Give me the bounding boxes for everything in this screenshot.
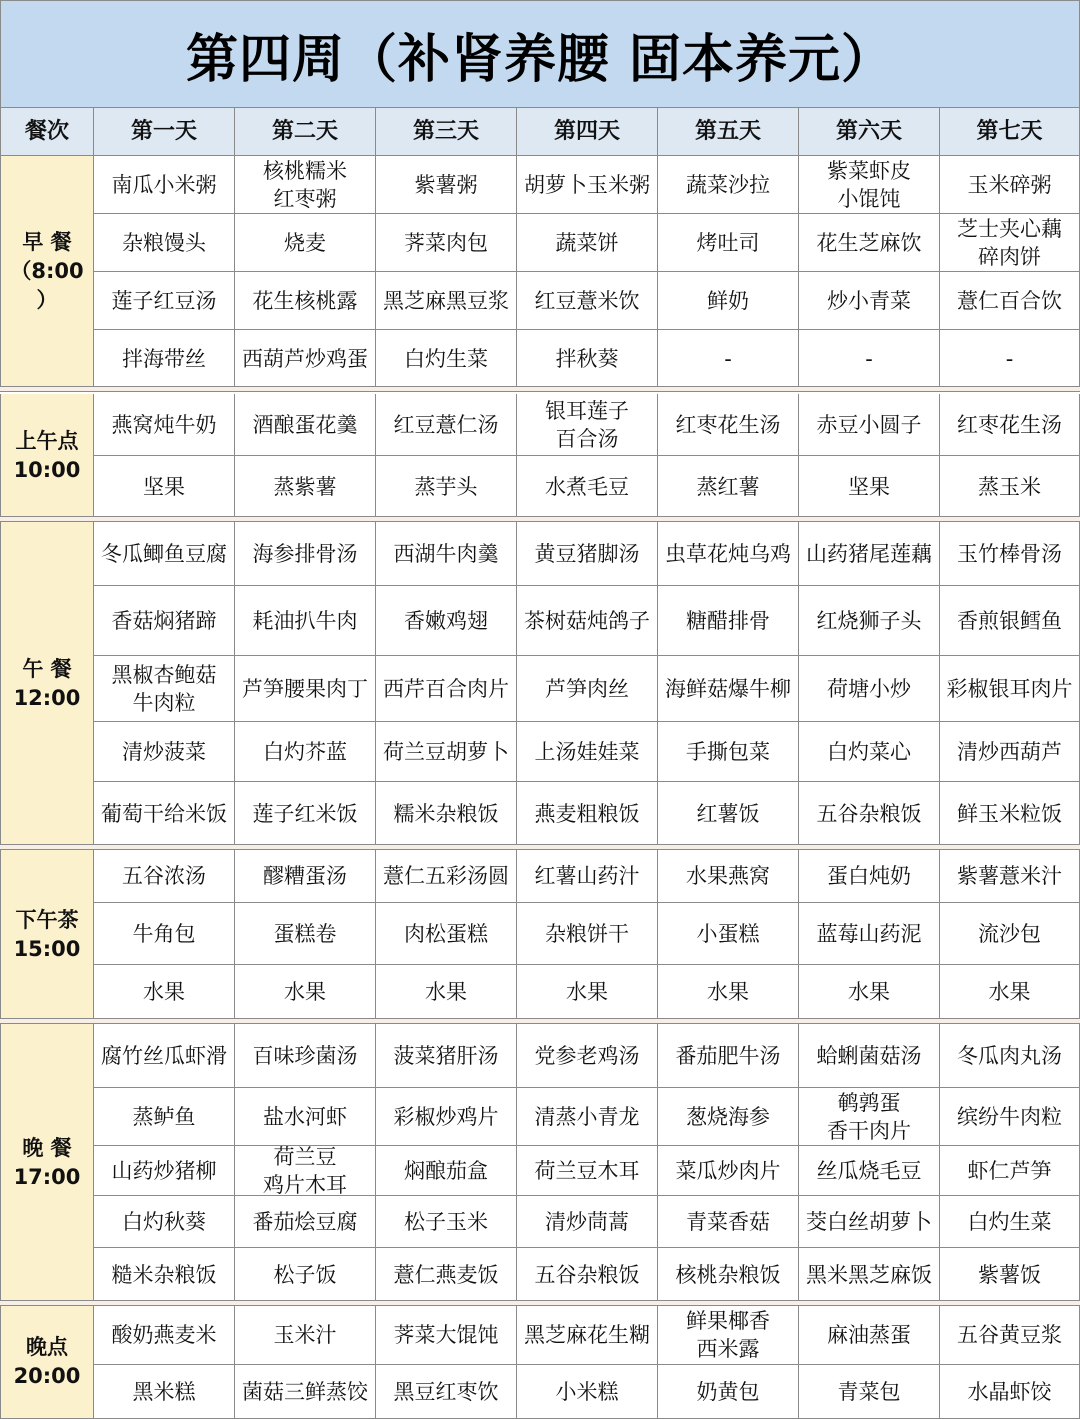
dish-cell: 盐水河虾: [235, 1088, 376, 1146]
dish-cell: 缤纷牛肉粒: [940, 1088, 1080, 1146]
dish-cell: 牛角包: [94, 903, 235, 965]
meal-label: 晚 餐 17:00: [0, 1024, 94, 1302]
dish-cell: 番茄烩豆腐: [235, 1196, 376, 1248]
dish-cell: 核桃糯米 红枣粥: [235, 156, 376, 214]
dish-cell: 番茄肥牛汤: [658, 1024, 799, 1088]
dish-cell: 坚果: [94, 456, 235, 518]
dish-cell: 香嫩鸡翅: [376, 586, 517, 656]
dish-cell: 清炒菠菜: [94, 722, 235, 782]
dish-cell: 五谷浓汤: [94, 850, 235, 903]
dish-cell: 水果: [799, 965, 940, 1020]
dish-cell: 紫菜虾皮 小馄饨: [799, 156, 940, 214]
dish-cell: -: [799, 330, 940, 388]
dish-cell: 蔬菜饼: [517, 214, 658, 272]
dish-cell: 党参老鸡汤: [517, 1024, 658, 1088]
dish-cell: 薏仁百合饮: [940, 272, 1080, 330]
dish-cell: 白灼秋葵: [94, 1196, 235, 1248]
header-day-3: 第三天: [376, 108, 517, 156]
dish-cell: 蛋白炖奶: [799, 850, 940, 903]
dish-cell: 焖酿茄盒: [376, 1146, 517, 1196]
dish-cell: 荷塘小炒: [799, 656, 940, 722]
dish-cell: 青菜包: [799, 1365, 940, 1419]
dish-cell: 红豆薏仁汤: [376, 394, 517, 456]
dish-cell: 虾仁芦笋: [940, 1146, 1080, 1196]
header-day-1: 第一天: [94, 108, 235, 156]
dish-cell: 水果: [517, 965, 658, 1020]
dish-cell: 蛤蜊菌菇汤: [799, 1024, 940, 1088]
dish-cell: 紫薯粥: [376, 156, 517, 214]
dish-cell: 蒸红薯: [658, 456, 799, 518]
dish-cell: 荠菜肉包: [376, 214, 517, 272]
dish-cell: 玉米汁: [235, 1306, 376, 1365]
dish-cell: 水晶虾饺: [940, 1365, 1080, 1419]
dish-cell: 水果: [235, 965, 376, 1020]
dish-cell: 酸奶燕麦米: [94, 1306, 235, 1365]
header-day-4: 第四天: [517, 108, 658, 156]
dish-cell: 南瓜小米粥: [94, 156, 235, 214]
dish-cell: 白灼生菜: [940, 1196, 1080, 1248]
dish-cell: 烤吐司: [658, 214, 799, 272]
dish-cell: 水果: [94, 965, 235, 1020]
dish-cell: 虫草花炖乌鸡: [658, 522, 799, 586]
dish-cell: 核桃杂粮饭: [658, 1248, 799, 1302]
dish-cell: 蒸鲈鱼: [94, 1088, 235, 1146]
dish-cell: 芦笋肉丝: [517, 656, 658, 722]
dish-cell: 荷兰豆胡萝卜: [376, 722, 517, 782]
dish-cell: 花生核桃露: [235, 272, 376, 330]
dish-cell: 白灼芥蓝: [235, 722, 376, 782]
dish-cell: 清炒西葫芦: [940, 722, 1080, 782]
dish-cell: 银耳莲子 百合汤: [517, 394, 658, 456]
dish-cell: 青菜香菇: [658, 1196, 799, 1248]
dish-cell: 小米糕: [517, 1365, 658, 1419]
dish-cell: 彩椒炒鸡片: [376, 1088, 517, 1146]
dish-cell: 五谷杂粮饭: [517, 1248, 658, 1302]
dish-cell: 西湖牛肉羹: [376, 522, 517, 586]
dish-cell: 茭白丝胡萝卜: [799, 1196, 940, 1248]
dish-cell: 耗油扒牛肉: [235, 586, 376, 656]
dish-cell: 黑芝麻花生糊: [517, 1306, 658, 1365]
dish-cell: 海参排骨汤: [235, 522, 376, 586]
dish-cell: 糖醋排骨: [658, 586, 799, 656]
dish-cell: 烧麦: [235, 214, 376, 272]
dish-cell: 炒小青菜: [799, 272, 940, 330]
dish-cell: 海鲜菇爆牛柳: [658, 656, 799, 722]
dish-cell: 清炒茼蒿: [517, 1196, 658, 1248]
dish-cell: 蔬菜沙拉: [658, 156, 799, 214]
dish-cell: 葱烧海参: [658, 1088, 799, 1146]
dish-cell: 蒸紫薯: [235, 456, 376, 518]
dish-cell: 五谷黄豆浆: [940, 1306, 1080, 1365]
dish-cell: 西芹百合肉片: [376, 656, 517, 722]
dish-cell: 杂粮饼干: [517, 903, 658, 965]
dish-cell: 黑米糕: [94, 1365, 235, 1419]
dish-cell: 燕麦粗粮饭: [517, 782, 658, 846]
dish-cell: 蓝莓山药泥: [799, 903, 940, 965]
dish-cell: 冬瓜鲫鱼豆腐: [94, 522, 235, 586]
dish-cell: 腐竹丝瓜虾滑: [94, 1024, 235, 1088]
dish-cell: 香煎银鳕鱼: [940, 586, 1080, 656]
dish-cell: 糙米杂粮饭: [94, 1248, 235, 1302]
header-day-5: 第五天: [658, 108, 799, 156]
dish-cell: 白灼生菜: [376, 330, 517, 388]
dish-cell: 花生芝麻饮: [799, 214, 940, 272]
meal-label: 晚点 20:00: [0, 1306, 94, 1419]
dish-cell: 流沙包: [940, 903, 1080, 965]
dish-cell: 鲜玉米粒饭: [940, 782, 1080, 846]
dish-cell: 蛋糕卷: [235, 903, 376, 965]
dish-cell: 茶树菇炖鸽子: [517, 586, 658, 656]
dish-cell: 红薯山药汁: [517, 850, 658, 903]
dish-cell: 清蒸小青龙: [517, 1088, 658, 1146]
dish-cell: 山药猪尾莲藕: [799, 522, 940, 586]
dish-cell: 麻油蒸蛋: [799, 1306, 940, 1365]
dish-cell: 菠菜猪肝汤: [376, 1024, 517, 1088]
dish-cell: 松子玉米: [376, 1196, 517, 1248]
dish-cell: 红枣花生汤: [658, 394, 799, 456]
dish-cell: 冬瓜肉丸汤: [940, 1024, 1080, 1088]
dish-cell: 山药炒猪柳: [94, 1146, 235, 1196]
dish-cell: 胡萝卜玉米粥: [517, 156, 658, 214]
dish-cell: 红烧狮子头: [799, 586, 940, 656]
dish-cell: 水果燕窝: [658, 850, 799, 903]
meal-label: 下午茶 15:00: [0, 850, 94, 1020]
dish-cell: 香菇焖猪蹄: [94, 586, 235, 656]
meal-label: 早 餐 （8:00 ）: [0, 156, 94, 388]
dish-cell: 糯米杂粮饭: [376, 782, 517, 846]
dish-cell: -: [658, 330, 799, 388]
meal-label: 午 餐 12:00: [0, 522, 94, 846]
dish-cell: 黄豆猪脚汤: [517, 522, 658, 586]
header-day-7: 第七天: [940, 108, 1080, 156]
dish-cell: 红豆薏米饮: [517, 272, 658, 330]
dish-cell: 杂粮馒头: [94, 214, 235, 272]
dish-cell: 葡萄干给米饭: [94, 782, 235, 846]
dish-cell: 奶黄包: [658, 1365, 799, 1419]
dish-cell: 红薯饭: [658, 782, 799, 846]
dish-cell: 红枣花生汤: [940, 394, 1080, 456]
dish-cell: 菌菇三鲜蒸饺: [235, 1365, 376, 1419]
dish-cell: 黑椒杏鲍菇 牛肉粒: [94, 656, 235, 722]
dish-cell: 西葫芦炒鸡蛋: [235, 330, 376, 388]
dish-cell: 拌海带丝: [94, 330, 235, 388]
dish-cell: 肉松蛋糕: [376, 903, 517, 965]
dish-cell: 白灼菜心: [799, 722, 940, 782]
dish-cell: 玉米碎粥: [940, 156, 1080, 214]
dish-cell: 彩椒银耳肉片: [940, 656, 1080, 722]
dish-cell: 鹌鹑蛋 香干肉片: [799, 1088, 940, 1146]
dish-cell: 赤豆小圆子: [799, 394, 940, 456]
dish-cell: 荷兰豆 鸡片木耳: [235, 1146, 376, 1196]
dish-cell: 紫薯薏米汁: [940, 850, 1080, 903]
dish-cell: 丝瓜烧毛豆: [799, 1146, 940, 1196]
dish-cell: 燕窝炖牛奶: [94, 394, 235, 456]
dish-cell: 蒸芋头: [376, 456, 517, 518]
dish-cell: 酒酿蛋花羹: [235, 394, 376, 456]
dish-cell: 上汤娃娃菜: [517, 722, 658, 782]
dish-cell: 芦笋腰果肉丁: [235, 656, 376, 722]
dish-cell: 蒸玉米: [940, 456, 1080, 518]
dish-cell: 薏仁燕麦饭: [376, 1248, 517, 1302]
dish-cell: 薏仁五彩汤圆: [376, 850, 517, 903]
dish-cell: 百味珍菌汤: [235, 1024, 376, 1088]
dish-cell: 醪糟蛋汤: [235, 850, 376, 903]
meal-label: 上午点 10:00: [0, 394, 94, 518]
dish-cell: 莲子红豆汤: [94, 272, 235, 330]
dish-cell: 菜瓜炒肉片: [658, 1146, 799, 1196]
dish-cell: 五谷杂粮饭: [799, 782, 940, 846]
dish-cell: 鲜奶: [658, 272, 799, 330]
header-day-2: 第二天: [235, 108, 376, 156]
dish-cell: 莲子红米饭: [235, 782, 376, 846]
dish-cell: 黑米黑芝麻饭: [799, 1248, 940, 1302]
dish-cell: 水果: [376, 965, 517, 1020]
section-divider: [0, 386, 1080, 392]
page-title: 第四周（补肾养腰 固本养元）: [0, 0, 1080, 108]
dish-cell: 松子饭: [235, 1248, 376, 1302]
dish-cell: 水果: [940, 965, 1080, 1020]
dish-cell: 黑豆红枣饮: [376, 1365, 517, 1419]
dish-cell: 小蛋糕: [658, 903, 799, 965]
dish-cell: 芝士夹心藕 碎肉饼: [940, 214, 1080, 272]
dish-cell: -: [940, 330, 1080, 388]
dish-cell: 荠菜大馄饨: [376, 1306, 517, 1365]
dish-cell: 鲜果椰香 西米露: [658, 1306, 799, 1365]
dish-cell: 水煮毛豆: [517, 456, 658, 518]
header-day-6: 第六天: [799, 108, 940, 156]
dish-cell: 水果: [658, 965, 799, 1020]
dish-cell: 坚果: [799, 456, 940, 518]
header-meal-label: 餐次: [0, 108, 94, 156]
dish-cell: 紫薯饭: [940, 1248, 1080, 1302]
dish-cell: 拌秋葵: [517, 330, 658, 388]
dish-cell: 玉竹棒骨汤: [940, 522, 1080, 586]
dish-cell: 黑芝麻黑豆浆: [376, 272, 517, 330]
dish-cell: 荷兰豆木耳: [517, 1146, 658, 1196]
dish-cell: 手撕包菜: [658, 722, 799, 782]
